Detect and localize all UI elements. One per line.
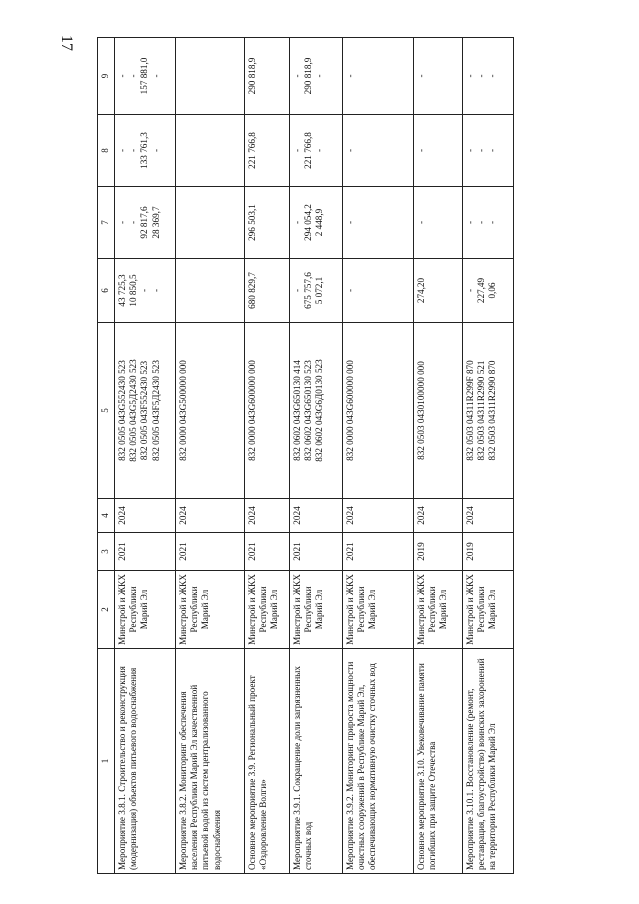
cell-line: 832 0503 04311R2990 521 <box>476 360 487 461</box>
cell-line: 221 766,8 <box>303 132 314 169</box>
cell-line: - <box>150 148 161 153</box>
cell-c6 <box>290 259 343 323</box>
cell-text: 2024 <box>178 506 188 525</box>
cell-line: - <box>345 74 355 78</box>
cell-line: - <box>416 220 426 225</box>
cell-line: 43 725,3 <box>117 274 127 307</box>
cell-line: 290 818,9 <box>247 57 257 95</box>
cell-line: 92 817,6 <box>139 206 150 239</box>
cell-c9 <box>414 38 463 115</box>
cell-text: Мероприятие 3.10.1. Восстановление (ремонт, реставрация, благоустройство) воинских захоронений на территории Республики Марий Эл <box>465 658 498 870</box>
rotated-page <box>97 38 537 874</box>
cell-text: Мероприятие 3.9.1. Сокращение доли загрязненных сточных вод <box>292 666 314 870</box>
cell-c7 <box>245 187 290 259</box>
cell-text: Минстрой и ЖКХ Республики Марий Эл <box>247 574 280 645</box>
cell-line: - <box>117 220 127 225</box>
cell-line: 832 0602 043G650130 414 <box>292 360 302 461</box>
cell-line: 832 0505 043F5Д2430 523 <box>150 360 161 461</box>
cell-c3 <box>290 533 343 571</box>
cell-c2 <box>176 571 245 649</box>
cell-c3 <box>176 533 245 571</box>
cell-c9 <box>343 38 414 115</box>
cell-line: 832 0000 043G500000 000 <box>178 360 188 461</box>
cell-line: 832 0505 043F552430 523 <box>139 360 150 461</box>
cell-c3 <box>414 533 463 571</box>
cell-line: 274,20 <box>416 277 426 304</box>
col-header-8: 8 <box>98 115 115 187</box>
cell-text: 2024 <box>416 506 426 525</box>
cell-line: - <box>292 74 302 78</box>
table-row <box>176 38 245 874</box>
cell-line: - <box>476 148 487 153</box>
cell-c5 <box>414 323 463 499</box>
cell-c7 <box>176 187 245 259</box>
table-row <box>414 38 463 874</box>
cell-line: 832 0000 043G600000 000 <box>247 360 257 461</box>
cell-c2 <box>290 571 343 649</box>
cell-c6 <box>463 259 514 323</box>
col-header-2: 2 <box>98 571 115 649</box>
cell-line: 5 072,1 <box>314 276 325 305</box>
cell-c3 <box>463 533 514 571</box>
cell-c9 <box>176 38 245 115</box>
cell-c4 <box>343 499 414 533</box>
cell-text: Минстрой и ЖКХ Республики Марий Эл <box>465 574 498 645</box>
cell-line: 832 0602 043G650130 523 <box>303 360 314 461</box>
cell-line: 832 0503 04311R299F 870 <box>465 360 475 461</box>
cell-c8 <box>414 115 463 187</box>
cell-line: - <box>487 220 498 225</box>
cell-c8 <box>176 115 245 187</box>
cell-c1 <box>343 649 414 874</box>
cell-line: 832 0503 04311R2990 870 <box>487 360 498 461</box>
cell-line: - <box>128 74 139 78</box>
cell-line: 675 757,6 <box>303 272 314 309</box>
cell-c4 <box>245 499 290 533</box>
table-row <box>290 38 343 874</box>
table-row <box>115 38 176 874</box>
cell-c1 <box>115 649 176 874</box>
cell-line: - <box>150 288 161 293</box>
cell-c4 <box>176 499 245 533</box>
cell-c8 <box>463 115 514 187</box>
cell-line: - <box>345 148 355 153</box>
cell-c9 <box>115 38 176 115</box>
cell-c8 <box>245 115 290 187</box>
cell-line: - <box>476 220 487 225</box>
cell-c5 <box>115 323 176 499</box>
cell-text: Минстрой и ЖКХ Республики Марий Эл <box>117 574 150 645</box>
col-header-3: 3 <box>98 533 115 571</box>
cell-text: 2024 <box>117 506 127 525</box>
page-number: 17 <box>58 35 75 51</box>
cell-c9 <box>245 38 290 115</box>
cell-line: 227,49 <box>476 277 487 304</box>
table-row <box>245 38 290 874</box>
cell-text: 2021 <box>117 542 127 561</box>
col-header-4: 4 <box>98 499 115 533</box>
col-header-6: 6 <box>98 259 115 323</box>
cell-text: Минстрой и ЖКХ Республики Марий Эл <box>416 574 449 645</box>
cell-c3 <box>245 533 290 571</box>
cell-c8 <box>290 115 343 187</box>
cell-line: 290 818,9 <box>303 57 314 95</box>
cell-c8 <box>343 115 414 187</box>
header-row <box>98 38 115 874</box>
cell-c7 <box>343 187 414 259</box>
cell-line: 157 881,0 <box>139 57 150 95</box>
cell-line: 832 0602 043G6Д0130 523 <box>314 359 325 462</box>
cell-text: Мероприятие 3.9.2. Мониторинг прироста мощности очистных сооружений в Республике Марий Эл, обеспечивающих нормативную очистку сточных вод <box>345 661 378 870</box>
cell-c4 <box>115 499 176 533</box>
table-row <box>463 38 514 874</box>
cell-c1 <box>245 649 290 874</box>
cell-c5 <box>343 323 414 499</box>
cell-c3 <box>115 533 176 571</box>
cell-c5 <box>290 323 343 499</box>
cell-text: 2021 <box>345 542 355 561</box>
cell-c4 <box>463 499 514 533</box>
col-header-9: 9 <box>98 38 115 115</box>
cell-line: - <box>345 288 355 293</box>
cell-c2 <box>343 571 414 649</box>
cell-line: - <box>465 148 475 153</box>
cell-text: Минстрой и ЖКХ Республики Марий Эл <box>292 574 325 645</box>
cell-line: - <box>117 148 127 153</box>
table-row <box>343 38 414 874</box>
cell-line: 294 054,2 <box>303 204 314 241</box>
cell-c7 <box>290 187 343 259</box>
cell-text: 2024 <box>247 506 257 525</box>
cell-line: - <box>128 220 139 225</box>
cell-text: 2019 <box>416 542 426 561</box>
cell-text: 2019 <box>465 542 475 561</box>
cell-text: Мероприятие 3.8.1. Строительство и реконструкция (модернизация) объектов питьевого водоснабжения <box>117 666 139 870</box>
cell-line: - <box>117 74 127 78</box>
cell-line: 10 850,5 <box>128 274 139 307</box>
cell-line: - <box>345 220 355 225</box>
cell-text: Основное мероприятие 3.9. Региональный проект «Оздоровление Волги» <box>247 675 269 870</box>
cell-c1 <box>290 649 343 874</box>
cell-line: 832 0505 043G5Д2430 523 <box>128 359 139 462</box>
cell-line: - <box>314 148 325 153</box>
cell-c4 <box>414 499 463 533</box>
cell-c2 <box>245 571 290 649</box>
cell-text: Минстрой и ЖКХ Республики Марий Эл <box>178 574 211 645</box>
cell-text: Основное мероприятие 3.10. Увековечивание памяти погибших при защите Отечества <box>416 663 438 870</box>
cell-c5 <box>245 323 290 499</box>
cell-line: 221 766,8 <box>247 132 257 169</box>
cell-line: 0,06 <box>487 282 498 299</box>
cell-line: - <box>465 288 475 293</box>
cell-c7 <box>115 187 176 259</box>
cell-c2 <box>115 571 176 649</box>
program-table <box>97 37 514 874</box>
cell-c6 <box>414 259 463 323</box>
cell-text: 2024 <box>345 506 355 525</box>
cell-line: - <box>465 74 475 78</box>
cell-line: 296 503,1 <box>247 204 257 241</box>
cell-line: - <box>150 74 161 78</box>
cell-line: - <box>139 288 150 293</box>
cell-text: 2021 <box>178 542 188 561</box>
cell-c1 <box>414 649 463 874</box>
cell-c2 <box>463 571 514 649</box>
cell-text: 2021 <box>292 542 302 561</box>
col-header-1: 1 <box>98 649 115 874</box>
cell-line: 832 0505 043G552430 523 <box>117 360 127 461</box>
cell-line: - <box>128 148 139 153</box>
table-body <box>115 38 514 874</box>
cell-line: - <box>292 220 302 225</box>
cell-c7 <box>414 187 463 259</box>
cell-text: Мероприятие 3.8.2. Мониторинг обеспечения населения Республики Марий Эл качественной питьевой водой из систем централизованного водоснабжения <box>178 684 222 870</box>
col-header-5: 5 <box>98 323 115 499</box>
cell-c1 <box>463 649 514 874</box>
cell-c3 <box>343 533 414 571</box>
cell-text: Минстрой и ЖКХ Республики Марий Эл <box>345 574 378 645</box>
cell-c1 <box>176 649 245 874</box>
cell-line: - <box>292 288 302 293</box>
cell-c5 <box>176 323 245 499</box>
cell-c6 <box>115 259 176 323</box>
cell-c9 <box>290 38 343 115</box>
cell-c7 <box>463 187 514 259</box>
col-header-7: 7 <box>98 187 115 259</box>
cell-line: - <box>487 74 498 78</box>
cell-line: 28 369,7 <box>150 206 161 239</box>
cell-line: - <box>465 220 475 225</box>
cell-line: 832 0000 043G600000 000 <box>345 360 355 461</box>
cell-line: 832 0503 0430100000 000 <box>416 361 426 460</box>
cell-line: 2 448,9 <box>314 208 325 237</box>
cell-text: 2024 <box>292 506 302 525</box>
cell-c2 <box>414 571 463 649</box>
cell-line: 133 761,3 <box>139 132 150 169</box>
cell-c9 <box>463 38 514 115</box>
cell-line: - <box>314 74 325 78</box>
cell-text: 2021 <box>247 542 257 561</box>
cell-text: 2024 <box>465 506 475 525</box>
cell-line: - <box>416 148 426 153</box>
cell-line: - <box>476 74 487 78</box>
cell-c8 <box>115 115 176 187</box>
cell-line: 680 829,7 <box>247 272 257 309</box>
cell-c6 <box>245 259 290 323</box>
cell-line: - <box>416 74 426 78</box>
cell-c6 <box>176 259 245 323</box>
cell-c6 <box>343 259 414 323</box>
cell-line: - <box>292 148 302 153</box>
cell-line: - <box>487 148 498 153</box>
cell-c5 <box>463 323 514 499</box>
cell-c4 <box>290 499 343 533</box>
